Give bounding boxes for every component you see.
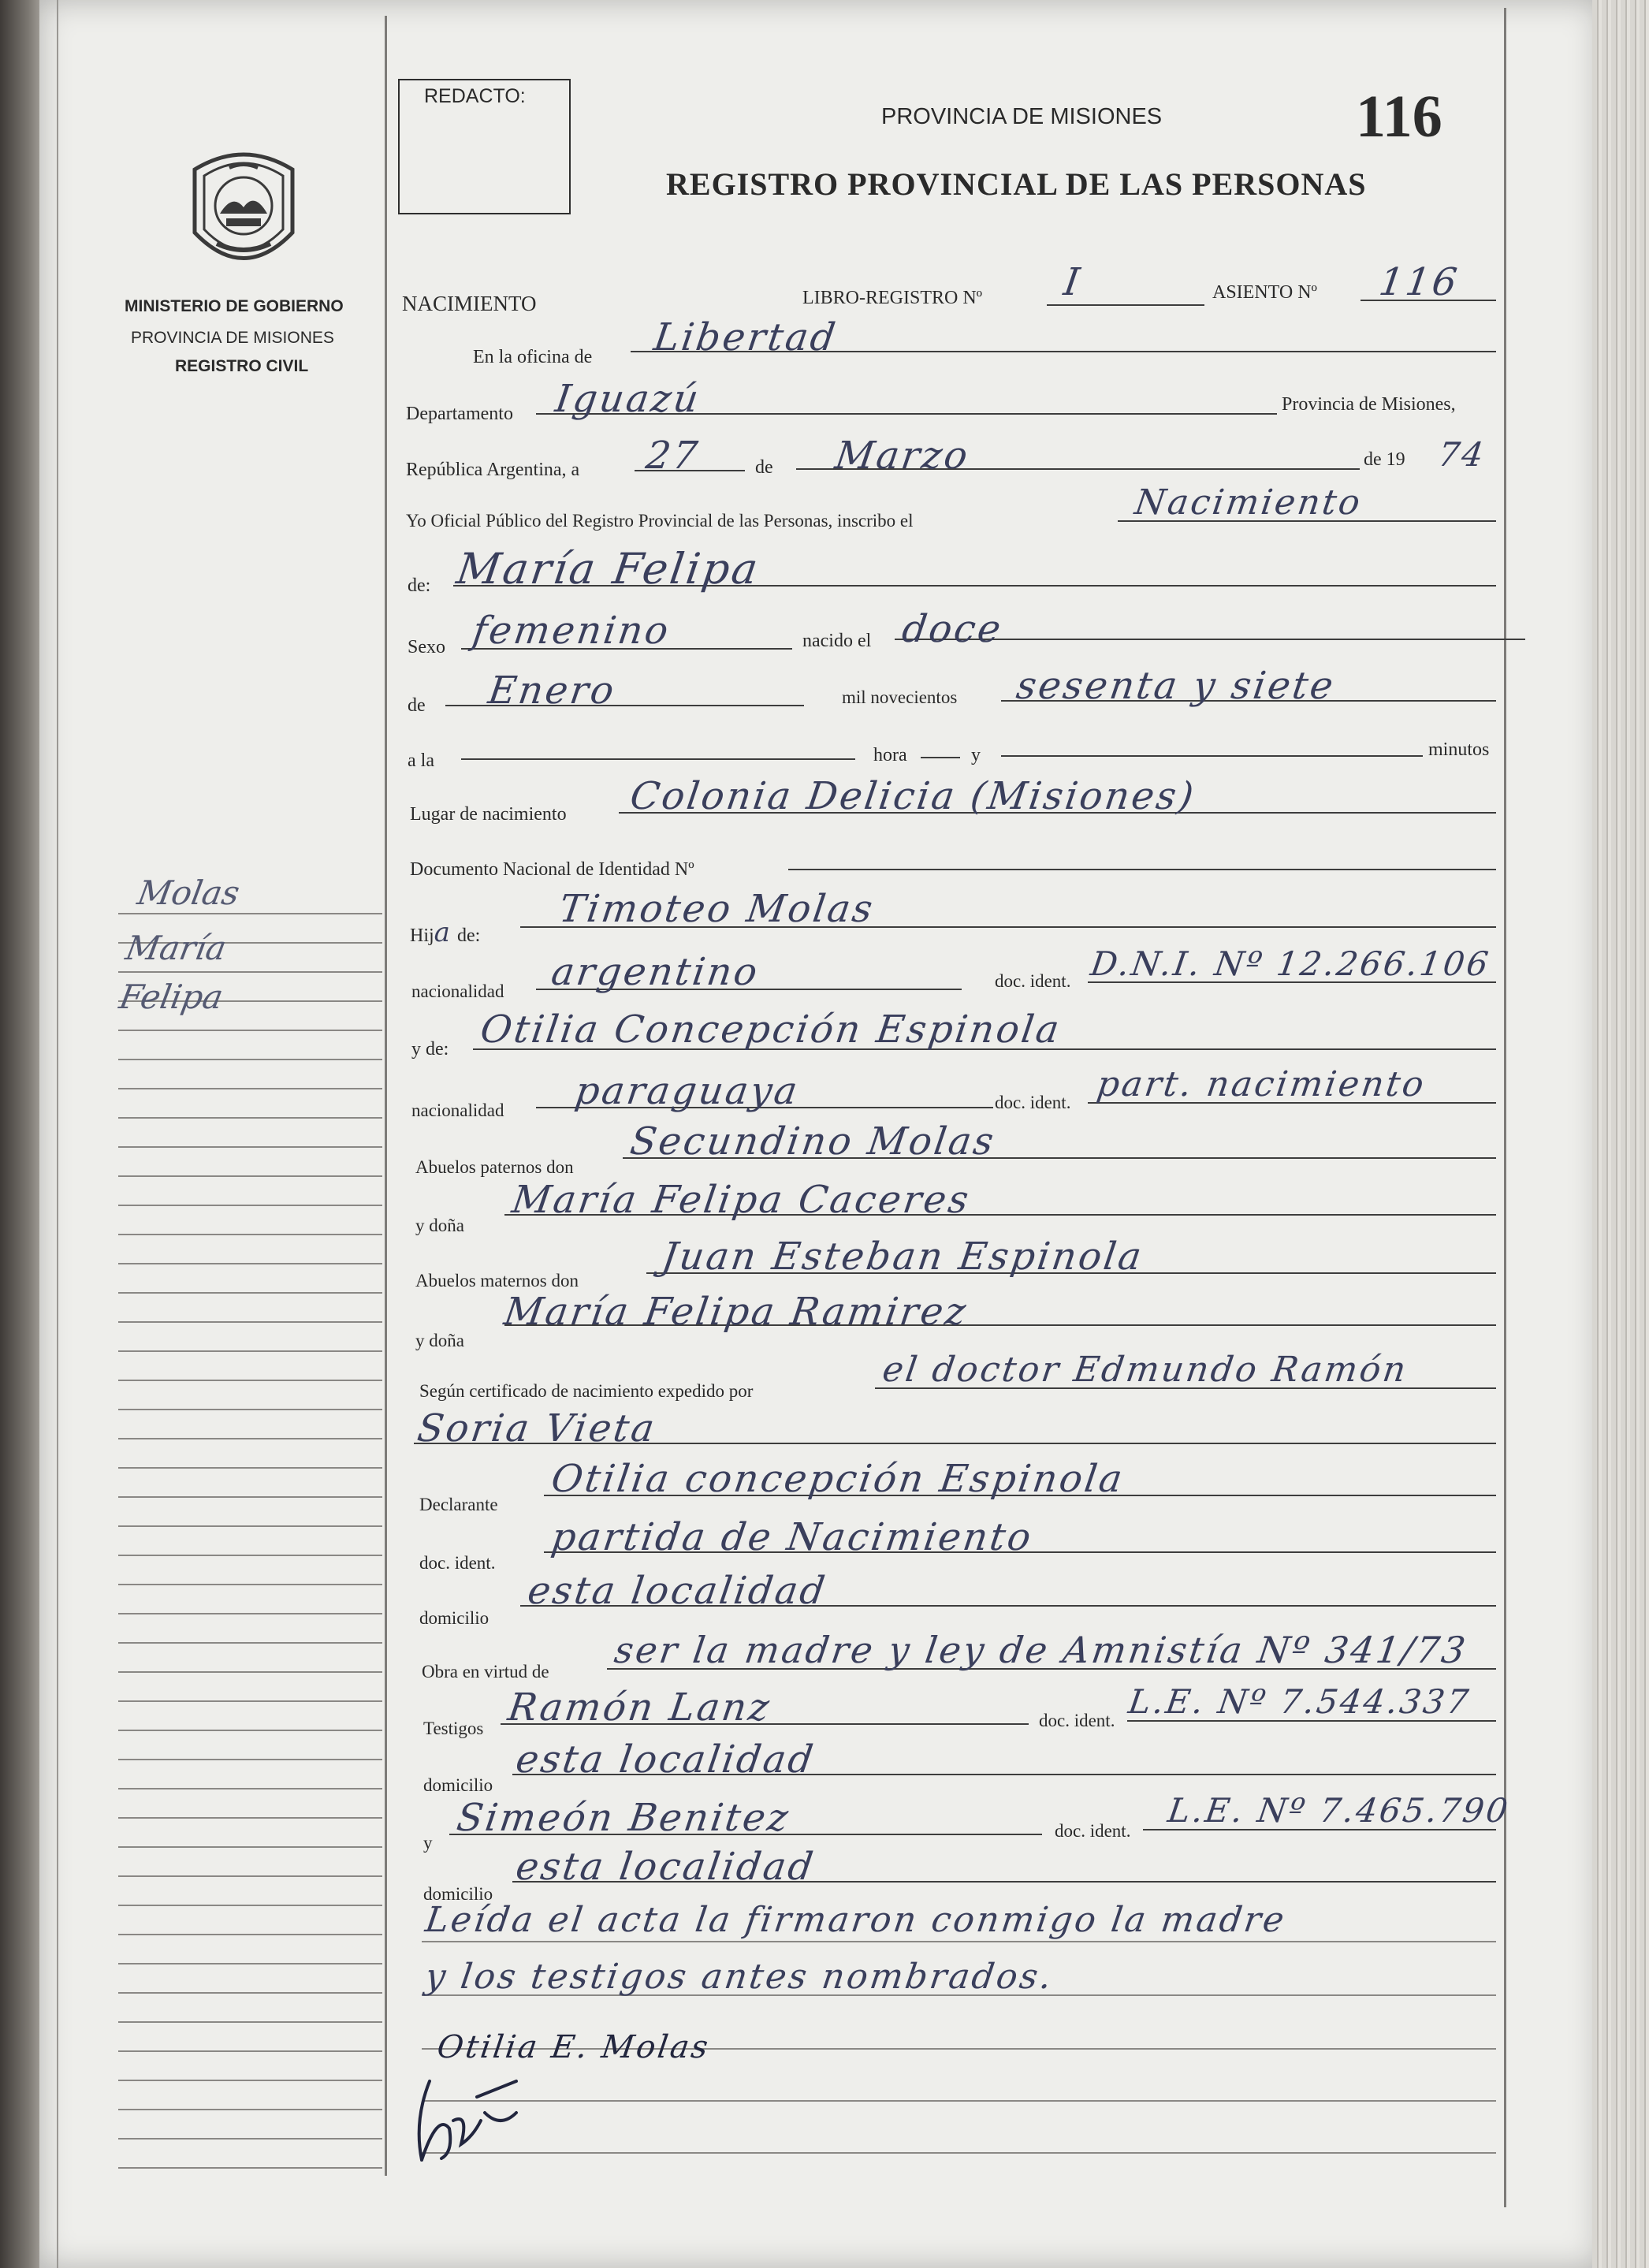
hijo-label-text: Hij — [410, 925, 434, 946]
mes-value: Marzo — [832, 434, 973, 478]
margin-ruled-line — [118, 2021, 382, 2023]
madre-nac-value: paraguaya — [572, 1069, 802, 1113]
margin-ruled-line — [118, 1642, 382, 1644]
minutos-line — [1001, 755, 1423, 757]
sexo-value: femenino — [470, 609, 674, 653]
padre-doc-value: D.N.I. Nº 12.266.106 — [1088, 944, 1494, 983]
testigo2-doc-value: L.E. Nº 7.465.790 — [1165, 1791, 1513, 1830]
hora-line-2 — [921, 757, 960, 758]
margin-ruled-line — [118, 1467, 382, 1469]
margin-ruled-line — [118, 1234, 382, 1235]
declarante-value: Otilia concepción Espinola — [549, 1457, 1128, 1501]
lugar-value: Colonia Delicia (Misiones) — [627, 774, 1199, 818]
testigo1-value: Ramón Lanz — [505, 1685, 775, 1730]
obra-value: ser la madre y ley de Amnistía Nº 341/73 — [612, 1629, 1471, 1671]
margin-firstname: María — [122, 929, 229, 967]
blank-line-3 — [422, 2152, 1496, 2154]
testigo1-doc-value: L.E. Nº 7.544.337 — [1126, 1682, 1473, 1721]
margin-ruled-line — [118, 2080, 382, 2081]
testigo1-dom-value: esta localidad — [513, 1737, 818, 1782]
republica-label: República Argentina, a — [406, 460, 580, 480]
y-testigo2-label: y — [423, 1833, 433, 1853]
margin-ruled-line — [118, 1205, 382, 1206]
margin-ruled-line — [118, 1146, 382, 1148]
nacionalidad-madre-label: nacionalidad — [411, 1100, 504, 1120]
testigo2-value: Simeón Benitez — [454, 1796, 794, 1840]
testigo2-dom-value: esta localidad — [513, 1845, 818, 1889]
de-label: de — [755, 457, 773, 478]
hora-line — [461, 758, 855, 760]
mil-label: mil novecientos — [842, 687, 958, 707]
margin-ruled-line — [118, 1030, 382, 1031]
margin-ruled-line — [118, 2167, 382, 2169]
testigo2-doc-label: doc. ident. — [1055, 1821, 1131, 1841]
lugar-label: Lugar de nacimiento — [410, 804, 567, 825]
departamento-label: Departamento — [406, 404, 513, 424]
y-dona-mat-label: y doña — [415, 1331, 464, 1350]
book-binding — [0, 0, 39, 2268]
signature-mother: Otilia E. Molas — [434, 2029, 713, 2065]
closing-line-1 — [422, 1941, 1496, 1942]
oficial-label: Yo Oficial Público del Registro Provincial de las Personas, inscribo el — [406, 511, 914, 531]
agency-ministry: MINISTERIO DE GOBIERNO — [125, 297, 344, 315]
margin-ruled-line — [118, 1088, 382, 1089]
hijo-de-text: de: — [452, 925, 481, 946]
testigo2-dom-label: domicilio — [423, 1884, 493, 1904]
minutos-label: minutos — [1428, 739, 1490, 760]
nombre-value: María Felipa — [453, 544, 764, 594]
agency-registry: REGISTRO CIVIL — [175, 357, 309, 375]
abuela-mat-value: María Felipa Ramirez — [501, 1290, 971, 1334]
hijo-label — [410, 917, 480, 948]
margin-ruled-line — [118, 1525, 382, 1527]
margin-ruled-line — [118, 1613, 382, 1614]
oficina-label: En la oficina de — [473, 347, 593, 367]
agency-province: PROVINCIA DE MISIONES — [131, 329, 334, 347]
margin-ruled-line — [118, 2050, 382, 2052]
nombre-label: de: — [408, 575, 431, 596]
closing-text-1: Leída el acta la firmaron conmigo la madre — [422, 1900, 1290, 1940]
margin-ruled-line — [118, 1671, 382, 1673]
folio-number: 116 — [1356, 84, 1442, 150]
right-border — [1504, 8, 1506, 2207]
y-dona-pat-label: y doña — [415, 1216, 464, 1235]
margin-middlename: Felipa — [116, 978, 226, 1016]
margin-ruled-line — [118, 913, 382, 914]
madre-doc-value: part. nacimiento — [1094, 1064, 1429, 1104]
abuelo-pat-value: Secundino Molas — [627, 1119, 999, 1164]
departamento-value: Iguazú — [553, 377, 704, 421]
certificado-value-2: Soria Vieta — [415, 1406, 660, 1451]
record-type: NACIMIENTO — [402, 292, 537, 315]
decl-doc-value: partida de Nacimiento — [549, 1515, 1037, 1559]
margin-ruled-line — [118, 1700, 382, 1702]
margin-ruled-line — [118, 1263, 382, 1264]
margin-ruled-line — [118, 1292, 382, 1294]
libro-label: LIBRO-REGISTRO Nº — [802, 288, 983, 308]
asiento-label: ASIENTO Nº — [1212, 282, 1317, 303]
margin-ruled-line — [118, 1730, 382, 1731]
left-border — [57, 0, 58, 2268]
margin-ruled-line — [118, 1350, 382, 1352]
margin-ruled-line — [118, 1905, 382, 1906]
blank-line-2 — [422, 2100, 1496, 2102]
padre-value: Timoteo Molas — [556, 887, 878, 931]
margin-ruled-line — [118, 1934, 382, 1935]
nacionalidad-padre-label: nacionalidad — [411, 981, 504, 1001]
padre-nac-value: argentino — [549, 950, 762, 994]
testigo1-doc-label: doc. ident. — [1039, 1711, 1115, 1730]
libro-line — [1047, 304, 1204, 306]
margin-ruled-line — [118, 1555, 382, 1556]
doc-ident-madre-label: doc. ident. — [995, 1093, 1071, 1112]
provincia-label: Provincia de Misiones, — [1282, 394, 1456, 415]
decl-doc-label: doc. ident. — [419, 1553, 496, 1573]
mes-nac-value: Enero — [486, 668, 620, 713]
hora-label: hora — [873, 745, 907, 765]
margin-ruled-line — [118, 1788, 382, 1789]
certificado-value: el doctor Edmundo Ramón — [880, 1350, 1411, 1390]
signature-official — [406, 2065, 532, 2176]
margin-ruled-line — [118, 1409, 382, 1410]
dni-line — [788, 869, 1496, 870]
margin-ruled-line — [118, 971, 382, 973]
margin-ruled-line — [118, 1380, 382, 1381]
closing-text-2: y los testigos antes nombrados. — [422, 1957, 1056, 1997]
dia-value: 27 — [643, 434, 703, 478]
margin-ruled-line — [118, 1846, 382, 1848]
decl-dom-value: esta localidad — [525, 1569, 830, 1613]
testigo1-dom-label: domicilio — [423, 1775, 493, 1795]
declarante-label: Declarante — [419, 1495, 498, 1514]
de-year-label: de 19 — [1364, 449, 1405, 470]
margin-ruled-line — [118, 1438, 382, 1439]
margin-ruled-line — [118, 1117, 382, 1119]
libro-value: I — [1061, 260, 1085, 304]
registry-title: REGISTRO PROVINCIAL DE LAS PERSONAS — [666, 166, 1367, 202]
margin-ruled-line — [118, 2138, 382, 2140]
testigos-label: Testigos — [423, 1719, 484, 1738]
abuelos-paternos-label: Abuelos paternos don — [415, 1157, 574, 1177]
certificado-label: Según certificado de nacimiento expedido por — [419, 1381, 754, 1401]
margin-ruled-line — [118, 1175, 382, 1177]
abuelos-maternos-label: Abuelos maternos don — [415, 1271, 579, 1290]
margin-divider — [385, 16, 387, 2176]
margin-surname: Molas — [134, 873, 243, 912]
province-title: PROVINCIA DE MISIONES — [881, 104, 1163, 129]
y-label: y — [971, 745, 981, 765]
dni-label: Documento Nacional de Identidad Nº — [410, 859, 694, 880]
anio-nac-value: sesenta y siete — [1014, 664, 1338, 708]
provincial-seal-icon — [185, 146, 302, 276]
madre-value: Otilia Concepción Espinola — [478, 1007, 1064, 1052]
margin-ruled-line — [118, 1875, 382, 1877]
nacido-label: nacido el — [802, 631, 872, 651]
margin-ruled-line — [118, 1496, 382, 1498]
redacto-label: REDACTO: — [424, 85, 526, 107]
oficina-value: Libertad — [651, 315, 840, 359]
y-de-label: y de: — [411, 1039, 449, 1060]
doc-ident-padre-label: doc. ident. — [995, 971, 1071, 991]
margin-ruled-line — [118, 1817, 382, 1819]
decl-dom-label: domicilio — [419, 1608, 489, 1628]
margin-ruled-line — [118, 1963, 382, 1964]
abuelo-mat-value: Juan Esteban Espinola — [659, 1235, 1147, 1279]
de2-label: de — [408, 695, 426, 716]
margin-ruled-line — [118, 1584, 382, 1585]
inscribo-value: Nacimiento — [1132, 482, 1365, 523]
abuela-pat-value: María Felipa Caceres — [509, 1178, 973, 1222]
margin-ruled-line — [118, 1759, 382, 1760]
margin-ruled-line — [118, 2109, 382, 2110]
nacido-value: doce — [899, 607, 1006, 651]
sexo-label: Sexo — [408, 637, 445, 657]
asiento-value: 116 — [1376, 260, 1462, 304]
hijo-suffix: a — [434, 917, 452, 948]
margin-ruled-line — [118, 1992, 382, 1994]
margin-ruled-line — [118, 1321, 382, 1323]
margin-ruled-line — [118, 1059, 382, 1060]
obra-label: Obra en virtud de — [422, 1662, 549, 1681]
page-stack-edges — [1592, 0, 1649, 2268]
year-value: 74 — [1435, 435, 1488, 474]
a-la-label: a la — [408, 750, 434, 771]
